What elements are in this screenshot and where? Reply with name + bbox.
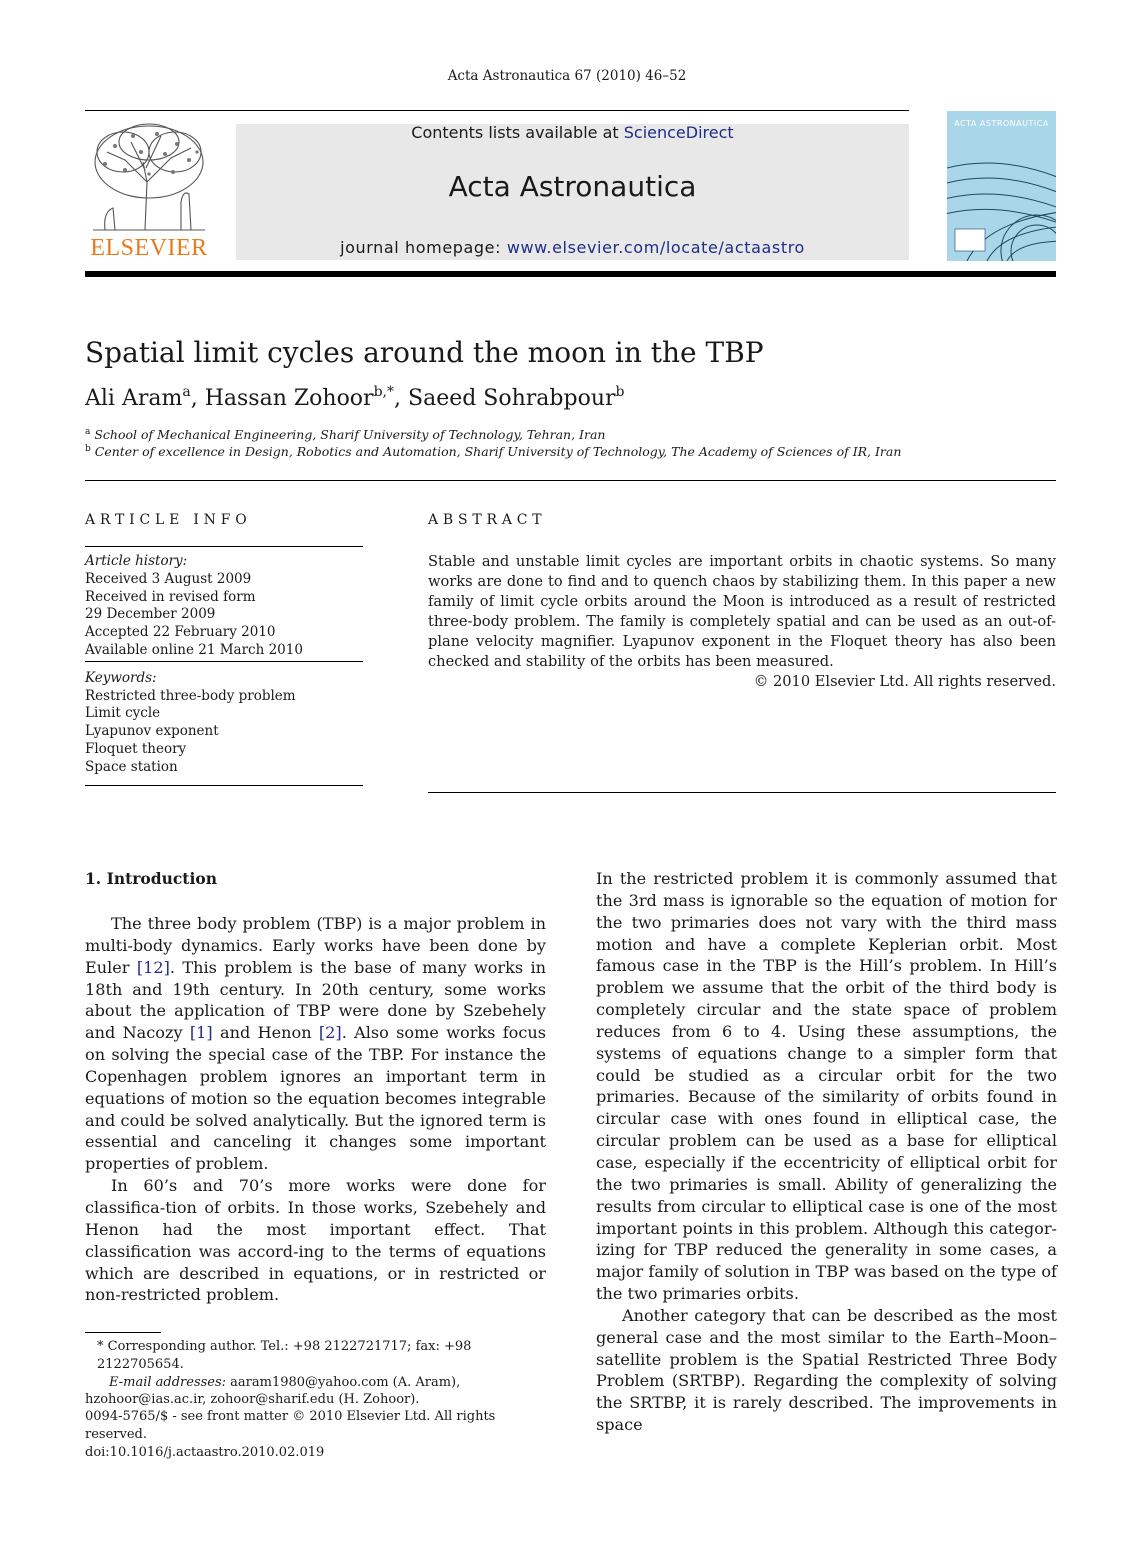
author-affiliation-mark: b xyxy=(615,384,625,400)
abstract-text: Stable and unstable limit cycles are important orbits in chaotic systems. So many works are done to find and to quench chaos by stabilizing them. In this paper a new family of limit cycle orbits around the Moon is introduced as a result of restricted three-body problem. The family is completely spatial and can be used as an out-of-plane velocity magnifier. Lyapunov exponent in the Floquet theory has also been checked and stability of the orbits has been measured. xyxy=(428,553,1056,670)
front-matter-info xyxy=(85,1408,546,1461)
abstract-rule xyxy=(428,792,1056,793)
affiliation-mark: b xyxy=(85,444,91,454)
body-paragraph xyxy=(85,913,546,1175)
contents-prefix: Contents lists available at xyxy=(411,123,624,142)
header-rule xyxy=(85,110,909,111)
elsevier-wordmark: ELSEVIER xyxy=(90,235,208,261)
paragraph-text: and Henon xyxy=(212,1023,319,1043)
footnote-line xyxy=(85,1338,546,1374)
article-info-heading: ARTICLE INFO xyxy=(85,512,252,528)
author-list xyxy=(85,384,625,414)
keyword-item: Restricted three-body problem xyxy=(85,687,296,704)
history-item: Received 3 August 2009 xyxy=(85,570,252,587)
author-name: Saeed Sohrabpour xyxy=(408,386,616,411)
footnote-mark: * xyxy=(97,1339,104,1354)
history-item: 29 December 2009 xyxy=(85,606,216,623)
homepage-prefix: journal homepage: xyxy=(340,238,507,257)
sciencedirect-link[interactable]: ScienceDirect xyxy=(623,123,734,142)
corresponding-author-footnote xyxy=(85,1338,546,1409)
keyword-item: Lyapunov exponent xyxy=(85,723,219,740)
keyword-item: Floquet theory xyxy=(85,740,187,757)
keywords xyxy=(85,662,363,785)
author-separator: , xyxy=(394,386,408,411)
affiliation-text: Center of excellence in Design, Robotics and Automation, Sharif University of Technology, The Academy of Sciences of IR, Iran xyxy=(94,444,902,459)
issn-line: 0094-5765/$ - see front matter © 2010 Elsevier Ltd. All rights reserved. xyxy=(85,1409,496,1442)
corresponding-author-text: Corresponding author. Tel.: +98 2122721717; fax: +98 2122705654. xyxy=(97,1339,472,1372)
cover-title: ACTA ASTRONAUTICA xyxy=(954,119,1049,128)
journal-homepage-link[interactable]: www.elsevier.com/locate/actaastro xyxy=(506,238,805,257)
body-paragraph: Another category that can be described as the most general case and the most similar to the Earth–Moon–satellite problem is the Spatial Restricted Three Body Problem (SRTBP). Regarding the complexity of solving the SRTBP, it is rarely described. The improvements in space xyxy=(596,1305,1057,1435)
history-label: Article history: xyxy=(85,553,188,569)
body-right-column xyxy=(596,868,1057,1436)
affiliation-mark: a xyxy=(85,427,91,437)
paragraph-text: . This problem is the base of many works in 18th and 19th century. In 20th century, some works about the application of TBP were done by Szebehely and Nacozy xyxy=(85,957,547,1043)
contents-line xyxy=(236,124,909,142)
history-item: Available online 21 March 2010 xyxy=(85,641,303,658)
affiliation-b xyxy=(85,444,901,460)
author-name: Hassan Zohoor xyxy=(204,386,374,411)
article-info-panel xyxy=(85,546,363,786)
affiliation-a xyxy=(85,427,605,443)
article-history xyxy=(85,547,363,661)
abstract-copyright: © 2010 Elsevier Ltd. All rights reserved. xyxy=(753,673,1056,690)
journal-cover-image xyxy=(947,111,1056,261)
author-affiliation-mark[interactable]: b,* xyxy=(373,384,394,400)
journal-title: Acta Astronautica xyxy=(448,170,697,203)
history-item: Received in revised form xyxy=(85,588,256,605)
elsevier-logo xyxy=(85,122,213,262)
email-address[interactable]: aaram1980@yahoo.com (A. Aram), xyxy=(226,1374,461,1390)
info-rule xyxy=(85,785,363,786)
keyword-item: Space station xyxy=(85,758,178,775)
author-affiliation-mark: a xyxy=(182,384,191,400)
section-heading: 1. Introduction xyxy=(85,869,217,888)
body-left-column xyxy=(85,913,546,1306)
history-item: Accepted 22 February 2010 xyxy=(85,624,276,641)
keywords-label: Keywords: xyxy=(85,669,157,686)
doi-line[interactable]: doi:10.1016/j.actaastro.2010.02.019 xyxy=(85,1444,325,1460)
body-paragraph: In 60’s and 70’s more works were done for classifica-tion of orbits. In those works, Szebehely and Henon had the most important effect. That classification was accord-ing to the terms of equations which are described in equations, or in restricted or non-restricted problem. xyxy=(85,1176,546,1305)
abstract-heading: ABSTRACT xyxy=(428,512,547,528)
header-thick-rule xyxy=(85,271,1056,277)
front-matter-rule xyxy=(85,480,1056,481)
citation-link[interactable]: [12] xyxy=(136,957,170,977)
running-head: Acta Astronautica 67 (2010) 46–52 xyxy=(447,68,687,84)
author-name: Ali Aram xyxy=(85,386,183,411)
paragraph-text: . Also some works focus on solving the special case of the TBP. For instance the Copenhagen problem ignores an important term in equations of motion so the equation becomes integrable and could be solved analytically. But the ignored term is essential and canceling it changes some important properties of problem. xyxy=(85,1023,547,1174)
citation-link[interactable]: [1] xyxy=(189,1023,213,1043)
paragraph-text: The three body problem (TBP) is a major problem in multi-body dynamics. Early works have been done by Euler xyxy=(85,914,546,977)
affiliation-text: School of Mechanical Engineering, Sharif University of Technology, Tehran, Iran xyxy=(94,427,606,442)
footnote-rule xyxy=(85,1332,161,1333)
citation-link[interactable]: [2] xyxy=(318,1023,342,1043)
footnote-line xyxy=(85,1374,546,1392)
journal-masthead xyxy=(236,124,909,260)
author-separator: , xyxy=(190,386,205,411)
article-title: Spatial limit cycles around the moon in the TBP xyxy=(85,336,764,369)
cover-orbits-icon xyxy=(947,111,1056,261)
body-paragraph: In the restricted problem it is commonly assumed that the 3rd mass is ignorable so the equation of motion for the two primaries does not vary with the third mass motion and have a complete Keplerian orbit. Most famous case in the TBP is the Hill’s problem. In Hill’s problem we assume that the orbit of the third body is completely circular and the state space of problem reduces from 6 to 4. Using these assumptions, the systems of equations change to a simpler form that could be studied as a circular orbit for the two primaries. Because of the similarity of orbits found in circular case with ones found in elliptical case, the circular problem can be used as a base for elliptical case, especially if the eccentricity of elliptical orbit for the two primaries is small. Ability of generalizing the results from circular to elliptical case is one of the most important points in this problem. Although this categor-izing for TBP reduced the generality in some cases, a major family of solution in TBP was based on the type of the two primaries orbits. xyxy=(596,869,1057,1304)
elsevier-tree-icon xyxy=(85,122,213,232)
homepage-line xyxy=(236,239,909,257)
email-address[interactable]: hzohoor@ias.ac.ir, zohoor@sharif.edu (H. Zohoor). xyxy=(85,1392,420,1408)
email-label: E-mail addresses: xyxy=(109,1374,227,1390)
keyword-item: Limit cycle xyxy=(85,705,161,722)
